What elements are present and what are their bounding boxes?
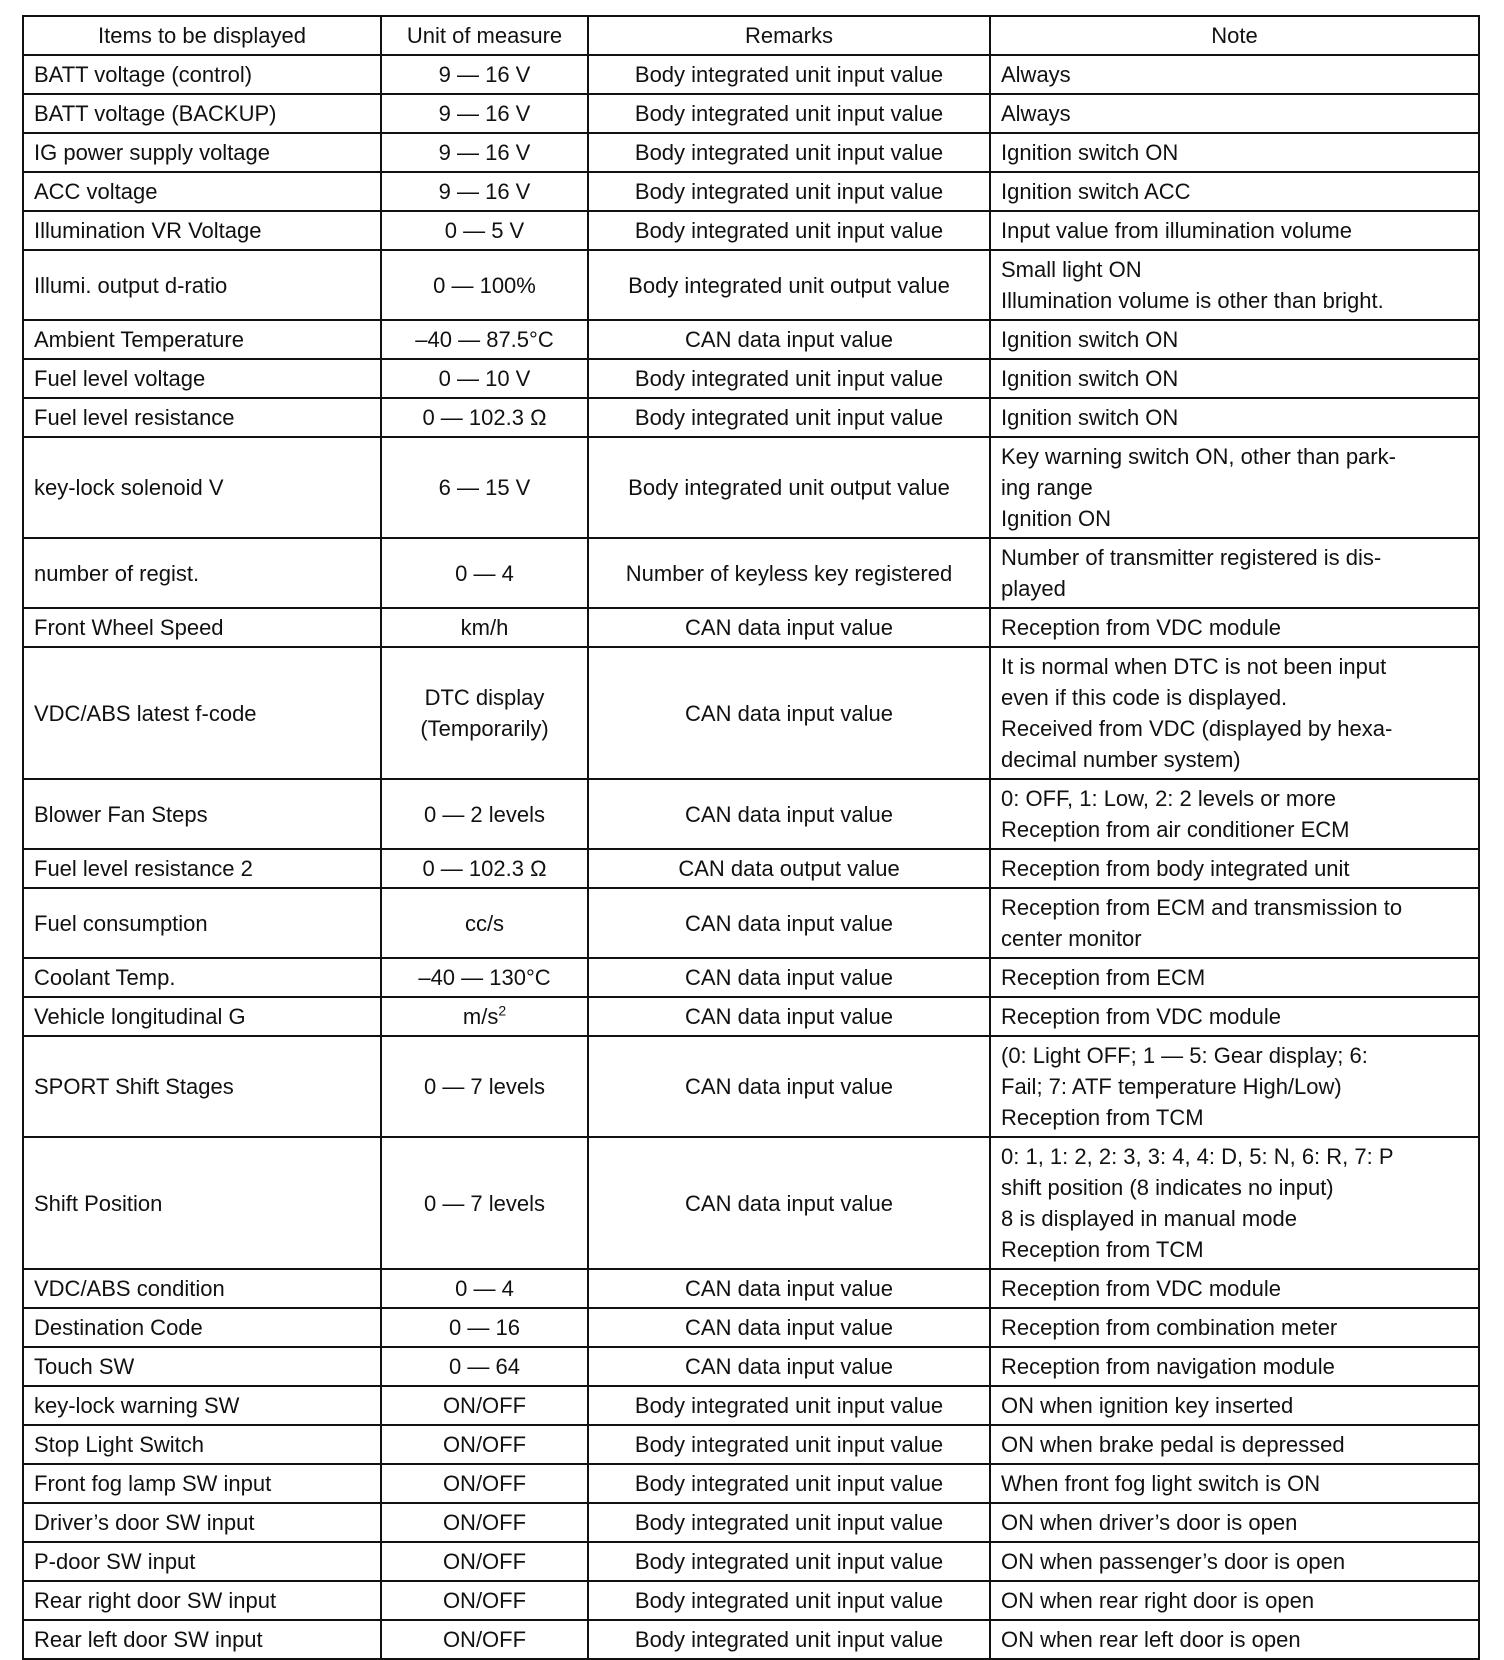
table-row (23, 1269, 1479, 1308)
note-line: ON when rear left door is open (1001, 1627, 1301, 1652)
unit-line (392, 176, 577, 207)
table-row (23, 359, 1479, 398)
item-cell: Rear left door SW input (23, 1620, 381, 1659)
item-cell: VDC/ABS condition (23, 1269, 381, 1308)
item-cell: Fuel level resistance 2 (23, 849, 381, 888)
unit-cell (381, 1620, 588, 1659)
unit-line (392, 558, 577, 589)
remark-cell: CAN data input value (588, 1269, 990, 1308)
item-cell: Driver’s door SW input (23, 1503, 381, 1542)
note-line: It is normal when DTC is not been input (1001, 654, 1387, 679)
unit-line (392, 59, 577, 90)
unit-line (392, 1624, 577, 1655)
table-row (23, 958, 1479, 997)
note-line: ON when passenger’s door is open (1001, 1549, 1346, 1574)
item-cell: Touch SW (23, 1347, 381, 1386)
item-cell: Front fog lamp SW input (23, 1464, 381, 1503)
unit-text: 0 — 100% (433, 272, 536, 298)
note-line: Ignition ON (1001, 506, 1112, 531)
table-row (23, 1425, 1479, 1464)
unit-text: ON/OFF (442, 1627, 527, 1652)
unit-text: 0 — 7 levels (423, 1074, 546, 1099)
note-line: Ignition switch ON (1001, 140, 1179, 165)
item-cell: Destination Code (23, 1308, 381, 1347)
note-cell (990, 359, 1479, 398)
remark-cell: Body integrated unit input value (588, 1503, 990, 1542)
note-cell (990, 1425, 1479, 1464)
note-line: Reception from TCM (1001, 1237, 1204, 1262)
unit-cell (381, 1347, 588, 1386)
unit-line (392, 1351, 577, 1382)
note-line: Ignition switch ON (1001, 405, 1179, 430)
unit-line (392, 682, 577, 713)
unit-line (392, 853, 577, 884)
unit-cell (381, 1386, 588, 1425)
table-row (23, 398, 1479, 437)
note-line: Ignition switch ON (1001, 327, 1179, 352)
note-cell (990, 398, 1479, 437)
note-line: Key warning switch ON, other than park- (1001, 444, 1396, 469)
unit-text: 0 — 64 (449, 1354, 520, 1379)
unit-text: ON/OFF (442, 1393, 527, 1418)
remark-cell: CAN data output value (588, 849, 990, 888)
unit-cell (381, 1425, 588, 1464)
unit-line (392, 270, 577, 301)
note-line: Ignition switch ON (1001, 366, 1179, 391)
item-cell: Shift Position (23, 1137, 381, 1269)
note-cell (990, 888, 1479, 958)
unit-line (392, 962, 577, 993)
unit-cell (381, 55, 588, 94)
note-cell (990, 1137, 1479, 1269)
note-cell (990, 320, 1479, 359)
unit-line (392, 713, 577, 744)
note-cell (990, 1347, 1479, 1386)
unit-text: 9 — 16 V (438, 179, 531, 204)
note-line: Reception from TCM (1001, 1105, 1204, 1130)
table-row (23, 997, 1479, 1036)
unit-cell (381, 437, 588, 538)
unit-line (392, 612, 577, 643)
unit-line (392, 1312, 577, 1343)
note-cell (990, 1503, 1479, 1542)
note-cell (990, 1542, 1479, 1581)
item-cell: BATT voltage (BACKUP) (23, 94, 381, 133)
table-row (23, 1347, 1479, 1386)
note-cell (990, 1386, 1479, 1425)
remark-cell: Body integrated unit input value (588, 1386, 990, 1425)
note-cell (990, 1464, 1479, 1503)
unit-cell (381, 1503, 588, 1542)
note-line: Reception from ECM and transmission to (1001, 895, 1403, 920)
remark-cell: CAN data input value (588, 1137, 990, 1269)
note-line: Reception from navigation module (1001, 1354, 1335, 1379)
unit-cell (381, 1308, 588, 1347)
unit-line (392, 1390, 577, 1421)
unit-text: ON/OFF (442, 1510, 527, 1535)
table-row (23, 1308, 1479, 1347)
unit-cell (381, 779, 588, 849)
item-cell: Front Wheel Speed (23, 608, 381, 647)
item-cell: Fuel consumption (23, 888, 381, 958)
unit-cell (381, 538, 588, 608)
item-cell: key-lock solenoid V (23, 437, 381, 538)
unit-line (392, 1585, 577, 1616)
table-row (23, 608, 1479, 647)
remark-cell: CAN data input value (588, 647, 990, 779)
note-line: decimal number system) (1001, 747, 1241, 772)
remark-cell: Body integrated unit input value (588, 172, 990, 211)
remark-cell: Body integrated unit input value (588, 94, 990, 133)
item-cell: Fuel level resistance (23, 398, 381, 437)
unit-cell (381, 1464, 588, 1503)
unit-line (392, 1468, 577, 1499)
note-line: Reception from body integrated unit (1001, 856, 1350, 881)
note-cell (990, 1581, 1479, 1620)
unit-line (392, 1188, 577, 1219)
unit-text: 0 — 102.3 Ω (422, 856, 547, 881)
table-row (23, 1503, 1479, 1542)
item-cell: IG power supply voltage (23, 133, 381, 172)
note-line: played (1001, 576, 1066, 601)
note-cell (990, 55, 1479, 94)
item-cell: Illumi. output d-ratio (23, 250, 381, 320)
unit-text: 6 — 15 V (438, 475, 531, 500)
note-cell (990, 849, 1479, 888)
unit-text: 0 — 5 V (444, 218, 525, 243)
note-line: Input value from illumination volume (1001, 218, 1352, 243)
table-row (23, 320, 1479, 359)
note-cell (990, 1620, 1479, 1659)
item-cell: Vehicle longitudinal G (23, 997, 381, 1036)
remark-cell: CAN data input value (588, 1036, 990, 1137)
table-row (23, 1036, 1479, 1137)
note-line: 8 is displayed in manual mode (1001, 1206, 1297, 1231)
unit-cell (381, 94, 588, 133)
table-body (23, 55, 1479, 1659)
table-row (23, 55, 1479, 94)
unit-line (392, 98, 577, 129)
unit-text: DTC display (424, 685, 545, 710)
remark-cell: Body integrated unit input value (588, 1620, 990, 1659)
note-line: ON when brake pedal is depressed (1001, 1432, 1345, 1457)
item-cell: Fuel level voltage (23, 359, 381, 398)
header-remarks: Remarks (588, 16, 990, 55)
header-note: Note (990, 16, 1479, 55)
unit-text: 0 — 7 levels (423, 1190, 546, 1216)
unit-line (392, 1071, 577, 1102)
note-line: ON when rear right door is open (1001, 1588, 1315, 1613)
unit-line (392, 402, 577, 433)
unit-line (392, 1001, 577, 1032)
remark-cell: Body integrated unit input value (588, 1581, 990, 1620)
remark-cell: Body integrated unit input value (588, 1464, 990, 1503)
note-cell (990, 538, 1479, 608)
unit-text: 9 — 16 V (438, 62, 531, 87)
note-cell (990, 608, 1479, 647)
item-cell: key-lock warning SW (23, 1386, 381, 1425)
note-cell (990, 437, 1479, 538)
table-row (23, 172, 1479, 211)
unit-text: km/h (460, 615, 509, 640)
note-cell (990, 250, 1479, 320)
table-row (23, 1581, 1479, 1620)
unit-line (392, 137, 577, 168)
unit-cell (381, 1036, 588, 1137)
unit-cell (381, 849, 588, 888)
remark-cell: CAN data input value (588, 1347, 990, 1386)
unit-cell (381, 608, 588, 647)
note-line: Reception from ECM (1001, 965, 1206, 990)
remark-cell: Body integrated unit input value (588, 1542, 990, 1581)
header-unit: Unit of measure (381, 16, 588, 55)
header-row (23, 16, 1479, 55)
table-row (23, 133, 1479, 172)
note-line: Small light ON (1001, 257, 1142, 282)
unit-cell (381, 133, 588, 172)
table-row (23, 647, 1479, 779)
unit-text: (Temporarily) (420, 716, 549, 741)
note-cell (990, 94, 1479, 133)
unit-superscript: 2 (498, 1002, 507, 1019)
note-cell (990, 1269, 1479, 1308)
table-row (23, 849, 1479, 888)
note-line: Reception from combination meter (1001, 1315, 1338, 1340)
remark-cell: CAN data input value (588, 608, 990, 647)
item-cell: Blower Fan Steps (23, 779, 381, 849)
remark-cell: CAN data input value (588, 779, 990, 849)
table-row (23, 437, 1479, 538)
note-line: Reception from VDC module (1001, 1276, 1282, 1301)
unit-text: 0 — 16 (449, 1315, 520, 1340)
note-line: Reception from VDC module (1001, 615, 1282, 640)
remark-cell: Body integrated unit input value (588, 133, 990, 172)
unit-text: ON/OFF (442, 1588, 527, 1613)
unit-text: 0 — 102.3 Ω (422, 405, 547, 430)
item-cell: VDC/ABS latest f-code (23, 647, 381, 779)
unit-text: 9 — 16 V (438, 101, 531, 126)
unit-cell (381, 320, 588, 359)
note-line: shift position (8 indicates no input) (1001, 1175, 1334, 1200)
unit-line (392, 215, 577, 246)
spec-table (22, 15, 1480, 1660)
unit-line (392, 1273, 577, 1304)
note-line: Ignition switch ACC (1001, 179, 1191, 204)
note-line: When front fog light switch is ON (1001, 1471, 1321, 1496)
item-cell: Coolant Temp. (23, 958, 381, 997)
note-line: 0: 1, 1: 2, 2: 3, 3: 4, 4: D, 5: N, 6: R, 7: P (1001, 1144, 1394, 1169)
table-row (23, 211, 1479, 250)
table-row (23, 1464, 1479, 1503)
table-row (23, 1542, 1479, 1581)
note-line: even if this code is displayed. (1001, 685, 1288, 710)
remark-cell: Body integrated unit input value (588, 211, 990, 250)
unit-cell (381, 1269, 588, 1308)
unit-cell (381, 1581, 588, 1620)
note-line: (0: Light OFF; 1 — 5: Gear display; 6: (1001, 1043, 1368, 1068)
table-row (23, 250, 1479, 320)
unit-text: m/s (462, 1004, 499, 1029)
unit-cell (381, 172, 588, 211)
unit-text: 0 — 4 (455, 560, 514, 586)
table-row (23, 94, 1479, 133)
unit-line (392, 1429, 577, 1460)
item-cell: Rear right door SW input (23, 1581, 381, 1620)
unit-line (392, 1546, 577, 1577)
item-cell: ACC voltage (23, 172, 381, 211)
unit-text: –40 — 87.5°C (415, 327, 554, 352)
item-cell: Illumination VR Voltage (23, 211, 381, 250)
unit-cell (381, 359, 588, 398)
unit-line (392, 1507, 577, 1538)
unit-cell (381, 958, 588, 997)
unit-line (392, 799, 577, 830)
unit-text: 9 — 16 V (438, 140, 531, 165)
note-cell (990, 997, 1479, 1036)
remark-cell: CAN data input value (588, 1308, 990, 1347)
unit-text: 0 — 2 levels (423, 801, 546, 827)
item-cell: Stop Light Switch (23, 1425, 381, 1464)
note-cell (990, 1308, 1479, 1347)
unit-cell (381, 647, 588, 779)
item-cell: Ambient Temperature (23, 320, 381, 359)
note-line: ON when ignition key inserted (1001, 1393, 1294, 1418)
note-line: Received from VDC (displayed by hexa- (1001, 716, 1393, 741)
unit-line (392, 908, 577, 939)
note-line: ON when driver’s door is open (1001, 1510, 1298, 1535)
unit-cell (381, 398, 588, 437)
item-cell: SPORT Shift Stages (23, 1036, 381, 1137)
unit-text: 0 — 10 V (438, 366, 531, 391)
unit-line (392, 363, 577, 394)
note-cell (990, 1036, 1479, 1137)
unit-text: 0 — 4 (455, 1276, 514, 1301)
note-cell (990, 647, 1479, 779)
remark-cell: Body integrated unit output value (588, 250, 990, 320)
table-header (23, 16, 1479, 55)
table-row (23, 1386, 1479, 1425)
note-cell (990, 958, 1479, 997)
remark-cell: Body integrated unit input value (588, 398, 990, 437)
note-line: 0: OFF, 1: Low, 2: 2 levels or more (1001, 786, 1337, 811)
note-line: ing range (1001, 475, 1093, 500)
item-cell: P-door SW input (23, 1542, 381, 1581)
note-cell (990, 779, 1479, 849)
unit-line (392, 472, 577, 503)
remark-cell: Number of keyless key registered (588, 538, 990, 608)
table-row (23, 888, 1479, 958)
remark-cell: CAN data input value (588, 997, 990, 1036)
note-line: Reception from air conditioner ECM (1001, 817, 1350, 842)
note-line: Reception from VDC module (1001, 1004, 1282, 1029)
unit-cell (381, 888, 588, 958)
unit-cell (381, 211, 588, 250)
note-line: Number of transmitter registered is dis- (1001, 545, 1382, 570)
note-cell (990, 133, 1479, 172)
remark-cell: Body integrated unit input value (588, 1425, 990, 1464)
note-line: Always (1001, 62, 1071, 87)
unit-text: ON/OFF (442, 1471, 527, 1496)
note-cell (990, 172, 1479, 211)
unit-cell (381, 250, 588, 320)
table-row (23, 538, 1479, 608)
table-row (23, 779, 1479, 849)
unit-line (392, 324, 577, 355)
note-line: Illumination volume is other than bright. (1001, 288, 1384, 313)
remark-cell: CAN data input value (588, 320, 990, 359)
unit-cell (381, 1137, 588, 1269)
unit-text: ON/OFF (442, 1432, 527, 1457)
table-row (23, 1620, 1479, 1659)
unit-text: –40 — 130°C (418, 965, 551, 990)
note-line: Always (1001, 101, 1071, 126)
note-cell (990, 211, 1479, 250)
unit-cell (381, 1542, 588, 1581)
unit-text: ON/OFF (442, 1549, 527, 1574)
note-line: Fail; 7: ATF temperature High/Low) (1001, 1074, 1342, 1099)
remark-cell: Body integrated unit input value (588, 359, 990, 398)
remark-cell: CAN data input value (588, 888, 990, 958)
remark-cell: CAN data input value (588, 958, 990, 997)
unit-text: cc/s (464, 910, 505, 936)
remark-cell: Body integrated unit input value (588, 55, 990, 94)
item-cell: BATT voltage (control) (23, 55, 381, 94)
table-row (23, 1137, 1479, 1269)
item-cell: number of regist. (23, 538, 381, 608)
remark-cell: Body integrated unit output value (588, 437, 990, 538)
note-line: center monitor (1001, 926, 1142, 951)
header-items: Items to be displayed (23, 16, 381, 55)
unit-cell (381, 997, 588, 1036)
